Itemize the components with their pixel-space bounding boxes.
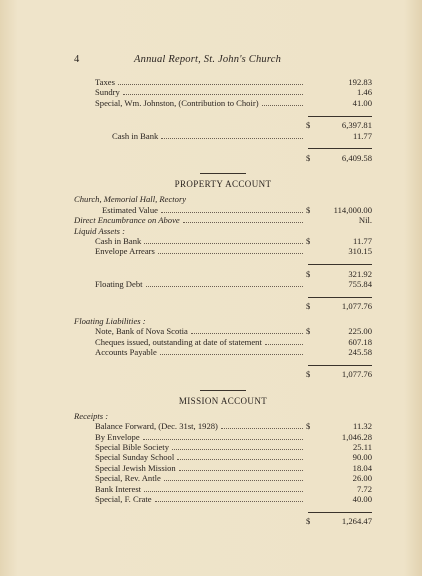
subtotal-amount: 6,397.81 bbox=[341, 120, 372, 131]
row-amount: 26.00 bbox=[352, 473, 372, 484]
property-account-section bbox=[74, 178, 372, 379]
total-rule bbox=[74, 145, 372, 153]
row-amount: 18.04 bbox=[352, 462, 372, 473]
total-row bbox=[74, 301, 372, 311]
ledger-row bbox=[74, 326, 372, 336]
cash-row bbox=[74, 131, 372, 141]
row-label: Cash in Bank bbox=[112, 130, 159, 141]
row-label: Note, Bank of Nova Scotia bbox=[95, 326, 188, 337]
row-amount: 607.18 bbox=[348, 336, 372, 347]
row-label: Taxes bbox=[95, 77, 115, 87]
ledger-row bbox=[74, 87, 372, 97]
total-rule bbox=[74, 261, 372, 269]
row-label: Balance Forward, (Dec. 31st, 1928) bbox=[95, 421, 218, 432]
currency-sign: $ bbox=[306, 152, 311, 163]
leader-dots bbox=[177, 459, 303, 460]
ledger-row bbox=[74, 347, 372, 357]
currency-sign: $ bbox=[306, 268, 311, 279]
total-amount: 6,409.58 bbox=[341, 152, 372, 163]
currency-sign: $ bbox=[306, 516, 311, 527]
row-amount: 755.84 bbox=[348, 279, 372, 290]
leader-dots bbox=[144, 243, 303, 244]
currency-sign: $ bbox=[306, 301, 311, 312]
total-amount: 1,264.47 bbox=[341, 516, 372, 527]
ledger-row bbox=[74, 246, 372, 256]
row-amount: 11.77 bbox=[352, 235, 372, 246]
subtotal-row bbox=[74, 269, 372, 279]
section-divider bbox=[200, 390, 246, 391]
ledger-row bbox=[74, 279, 372, 289]
section-title: PROPERTY ACCOUNT bbox=[174, 179, 272, 190]
ledger-row bbox=[74, 463, 372, 473]
ledger-row bbox=[74, 473, 372, 483]
ledger-row bbox=[74, 337, 372, 347]
ledger-row bbox=[74, 215, 372, 225]
section-title: MISSION ACCOUNT bbox=[178, 395, 268, 406]
row-amount: 41.00 bbox=[352, 97, 372, 108]
leader-dots bbox=[118, 84, 303, 85]
ledger-row bbox=[74, 494, 372, 504]
currency-sign: $ bbox=[306, 235, 311, 246]
row-amount: 11.32 bbox=[352, 421, 372, 432]
ledger-row bbox=[74, 77, 372, 87]
category-label: Receipts : bbox=[74, 410, 109, 421]
ledger-row bbox=[74, 432, 372, 442]
ledger-row bbox=[74, 98, 372, 108]
row-amount: 310.15 bbox=[348, 246, 372, 257]
row-amount: 40.00 bbox=[352, 493, 372, 504]
section-divider bbox=[200, 173, 246, 174]
row-amount: 25.11 bbox=[352, 441, 372, 452]
total-amount: 1,077.76 bbox=[341, 301, 372, 312]
total-rule bbox=[74, 508, 372, 516]
row-label: Special Sunday School bbox=[95, 452, 175, 463]
leader-dots bbox=[221, 428, 303, 429]
category-label: Floating Liabilities : bbox=[74, 315, 146, 326]
row-amount: 90.00 bbox=[352, 452, 372, 463]
row-label: Cheques issued, outstanding at date of statement bbox=[95, 336, 262, 347]
leader-dots bbox=[265, 344, 303, 345]
row-label: Envelope Arrears bbox=[95, 246, 155, 257]
row-amount: 1,046.28 bbox=[341, 431, 372, 442]
leader-dots bbox=[164, 480, 303, 481]
category-label: Church, Memorial Hall, Rectory bbox=[74, 194, 187, 205]
row-amount: 1.46 bbox=[356, 87, 372, 98]
leader-dots bbox=[172, 449, 303, 450]
leader-dots bbox=[161, 138, 303, 139]
row-label: Special Jewish Mission bbox=[95, 462, 176, 473]
ledger-row bbox=[74, 421, 372, 431]
subtotal-row bbox=[74, 120, 372, 130]
total-row bbox=[74, 516, 372, 526]
leader-dots bbox=[262, 105, 303, 106]
row-amount: 225.00 bbox=[348, 326, 372, 337]
currency-sign: $ bbox=[306, 326, 311, 337]
ledger-row bbox=[74, 484, 372, 494]
total-rule bbox=[74, 293, 372, 301]
row-label: By Envelope bbox=[95, 431, 140, 442]
row-label: Estimated Value bbox=[102, 204, 158, 215]
row-amount: 114,000.00 bbox=[333, 204, 372, 215]
subtotal-amount: 321.92 bbox=[348, 268, 372, 279]
leader-dots bbox=[123, 94, 303, 95]
row-amount: 192.83 bbox=[348, 77, 372, 87]
row-amount: 245.58 bbox=[348, 347, 372, 358]
total-rule bbox=[74, 112, 372, 120]
row-label: Special Bible Society bbox=[95, 441, 169, 452]
top-section bbox=[74, 77, 372, 163]
ledger-row bbox=[74, 205, 372, 215]
leader-dots bbox=[160, 354, 303, 355]
row-amount: Nil. bbox=[358, 215, 372, 226]
row-amount: 11.77 bbox=[352, 130, 372, 141]
leader-dots bbox=[191, 333, 303, 334]
row-label: Cash in Bank bbox=[95, 235, 142, 246]
row-label: Accounts Payable bbox=[95, 347, 157, 358]
leader-dots bbox=[179, 470, 303, 471]
total-row bbox=[74, 153, 372, 163]
page-header bbox=[74, 54, 372, 65]
row-label: Direct Encumbrance on Above bbox=[74, 215, 180, 226]
page-number: 4 bbox=[74, 54, 80, 65]
total-row bbox=[74, 369, 372, 379]
leader-dots bbox=[183, 222, 303, 223]
row-label: Special, Rev. Antle bbox=[95, 473, 161, 484]
row-label: Special, F. Crate bbox=[95, 493, 152, 504]
row-label: Special, Wm. Johnston, (Contribution to Choir) bbox=[95, 97, 259, 108]
running-head: Annual Report, St. John's Church bbox=[134, 54, 282, 65]
ledger-row bbox=[74, 236, 372, 246]
row-label: Bank Interest bbox=[95, 483, 142, 494]
currency-sign: $ bbox=[306, 120, 311, 131]
leader-dots bbox=[158, 253, 303, 254]
row-label: Sundry bbox=[95, 87, 120, 98]
row-label: Floating Debt bbox=[95, 279, 143, 290]
leader-dots bbox=[144, 491, 303, 492]
leader-dots bbox=[161, 212, 303, 213]
currency-sign: $ bbox=[306, 421, 311, 432]
ledger-row bbox=[74, 442, 372, 452]
leader-dots bbox=[143, 439, 303, 440]
currency-sign: $ bbox=[306, 369, 311, 380]
leader-dots bbox=[146, 286, 303, 287]
row-amount: 7.72 bbox=[356, 483, 372, 494]
category-label: Liquid Assets : bbox=[74, 225, 125, 236]
currency-sign: $ bbox=[306, 204, 311, 215]
total-rule bbox=[74, 361, 372, 369]
total-amount: 1,077.76 bbox=[341, 369, 372, 380]
mission-account-section bbox=[74, 395, 372, 527]
leader-dots bbox=[155, 501, 303, 502]
ledger-row bbox=[74, 452, 372, 462]
